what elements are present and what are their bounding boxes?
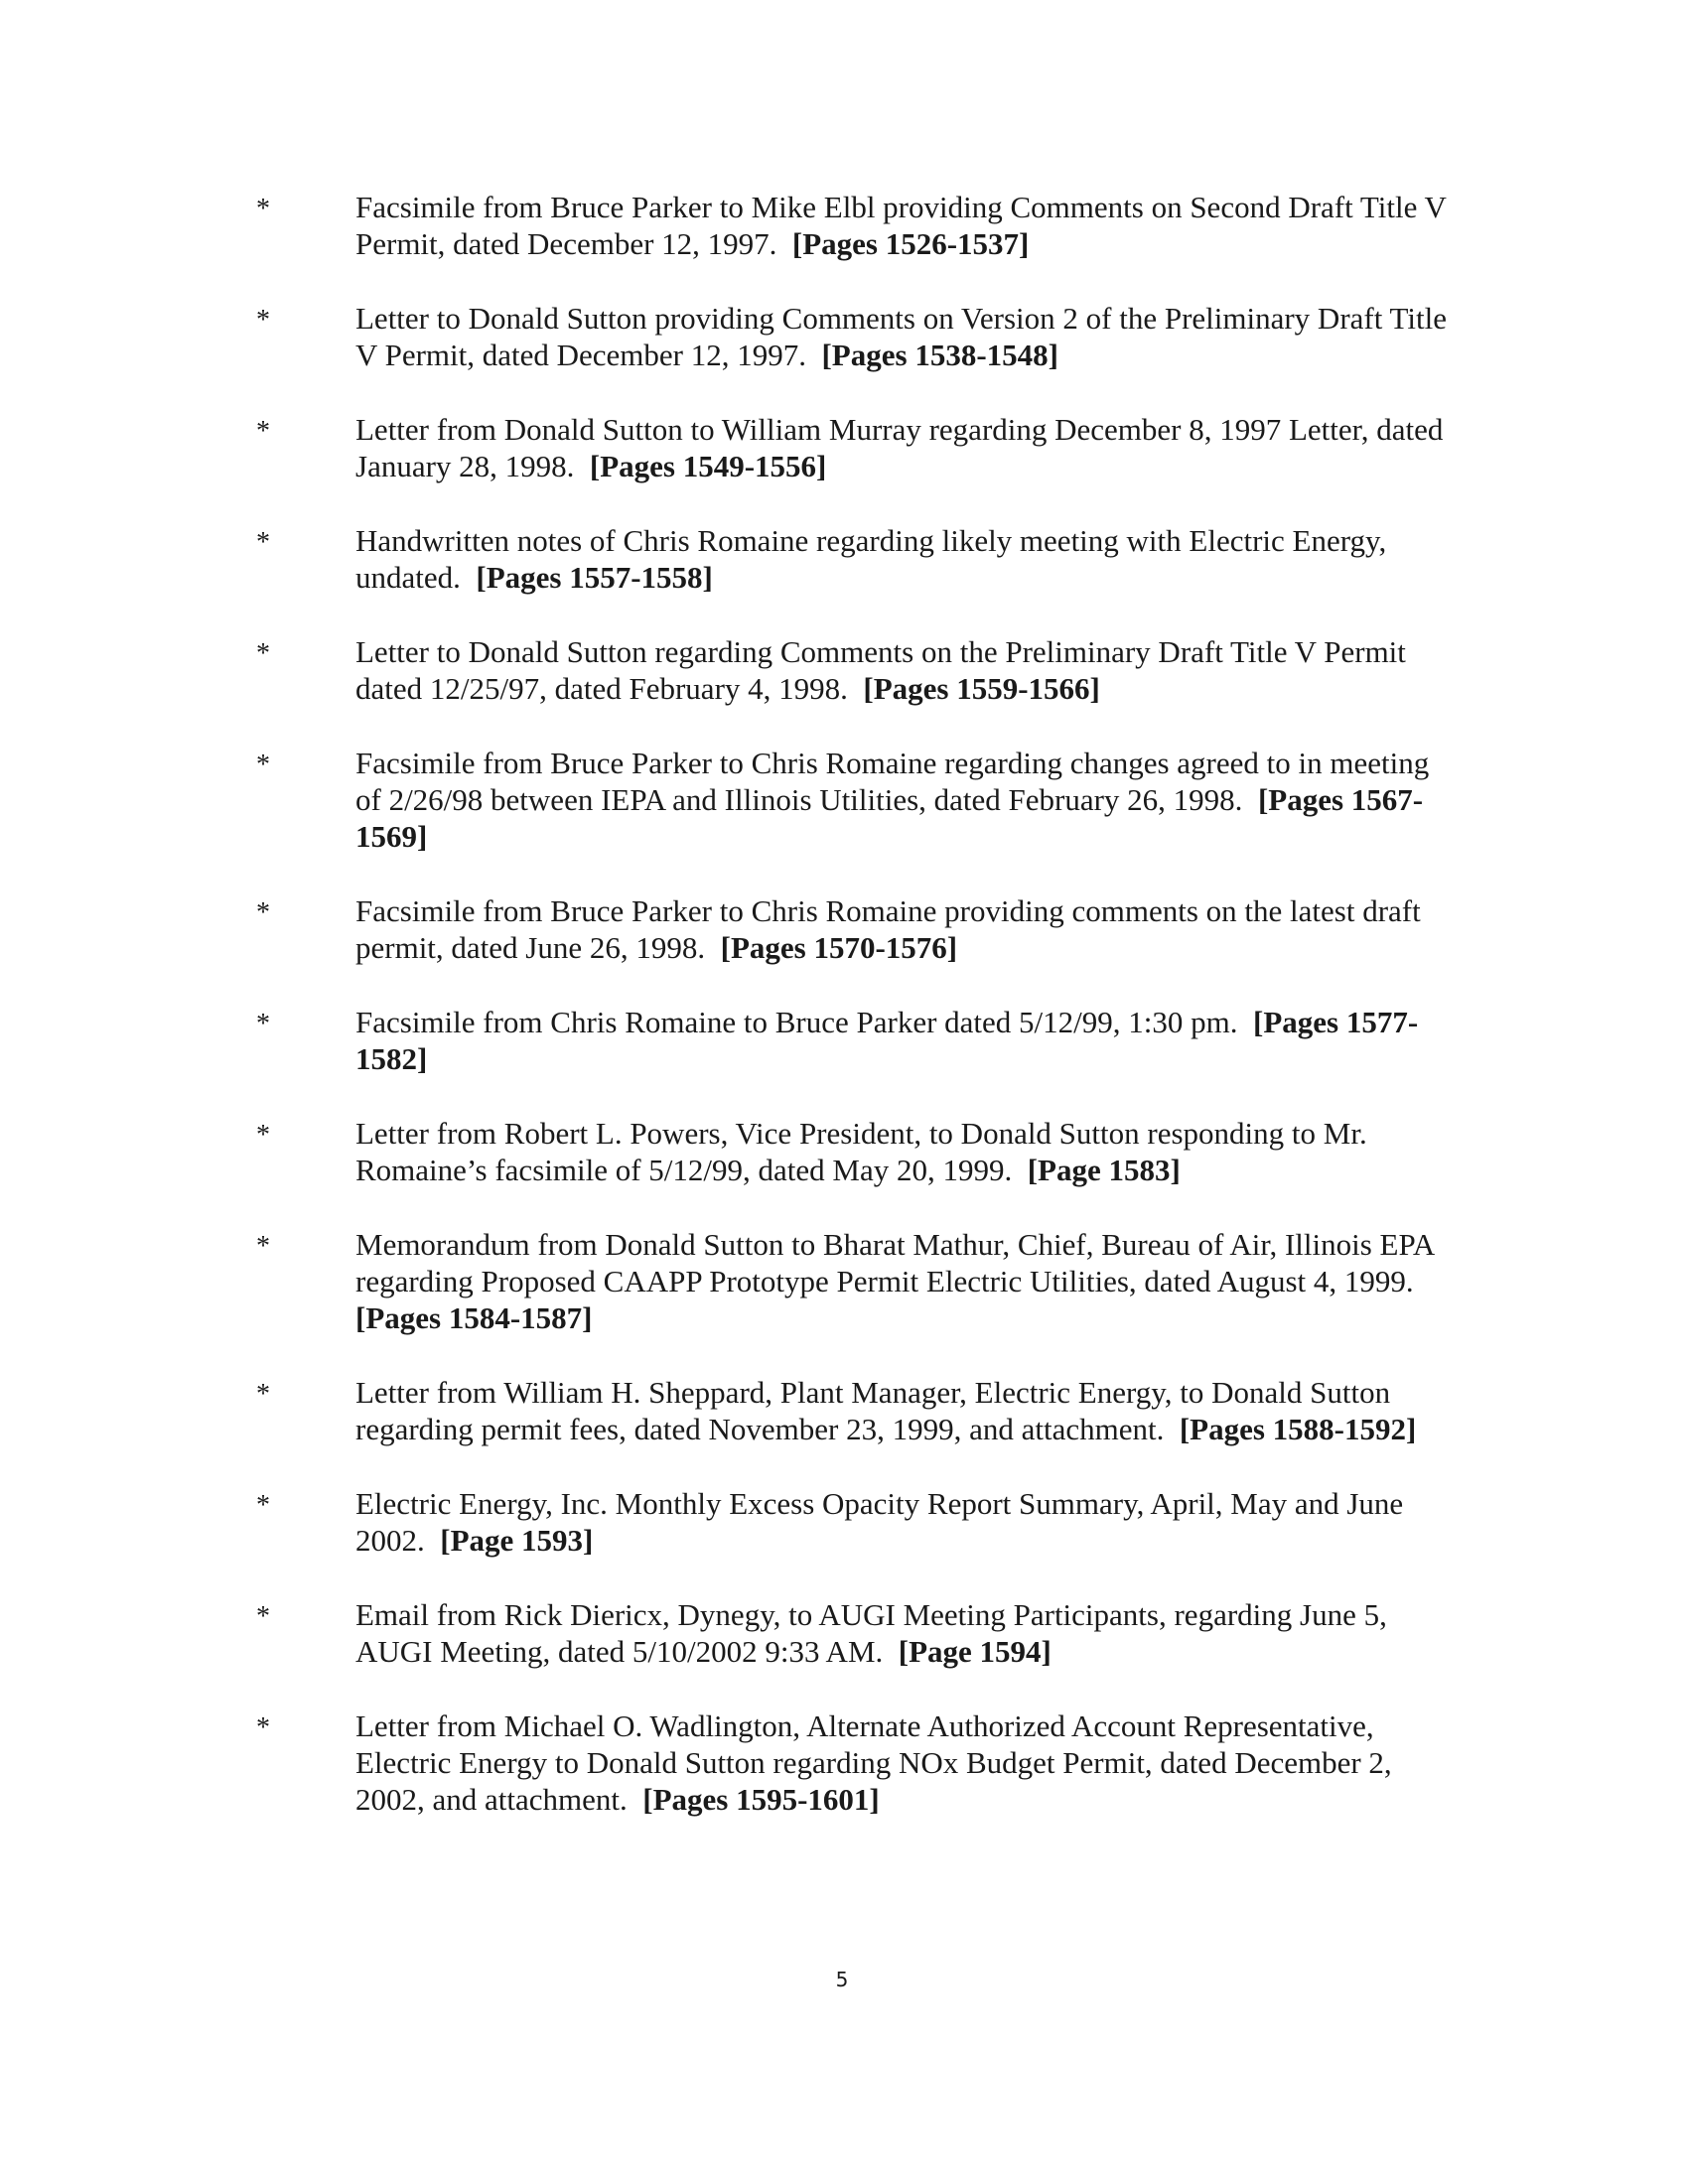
entry-bullet: * [256,1009,270,1039]
entry-bullet: * [256,1601,270,1632]
entry-bullet: * [256,638,270,669]
record-entry [256,300,1448,373]
record-entry [256,1485,1448,1559]
entry-page-reference: [Pages 1538-1548] [821,338,1058,372]
entry-bullet: * [256,1120,270,1151]
entry-description: Facsimile from Bruce Parker to Chris Romaine regarding changes agreed to in meeting of 2/26/98 between IEPA and Illinois Utilities, dated February 26, 1998. [355,746,1430,817]
entry-bullet: * [256,750,270,780]
entry-page-reference: [Pages 1595-1601] [642,1782,880,1817]
entry-description: Facsimile from Chris Romaine to Bruce Parker dated 5/12/99, 1:30 pm. [355,1005,1238,1039]
entry-description: Electric Energy, Inc. Monthly Excess Opacity Report Summary, April, May and June 2002. [355,1486,1404,1558]
entry-description: Memorandum from Donald Sutton to Bharat Mathur, Chief, Bureau of Air, Illinois EPA regarding Proposed CAAPP Prototype Permit Electric Utilities, dated August 4, 1999. [355,1227,1434,1298]
entry-description: Letter to Donald Sutton regarding Comments on the Preliminary Draft Title V Permit dated 12/25/97, dated February 4, 1998. [355,634,1406,706]
entry-bullet: * [256,194,270,224]
entry-description: Facsimile from Bruce Parker to Mike Elbl providing Comments on Second Draft Title V Permit, dated December 12, 1997. [355,190,1447,261]
entry-bullet: * [256,305,270,336]
entry-page-reference: [Pages 1559-1566] [863,671,1100,706]
entry-page-reference: [Pages 1557-1558] [476,560,713,595]
entry-page-reference: [Pages 1577-1582] [355,1005,1419,1076]
entry-description: Email from Rick Diericx, Dynegy, to AUGI Meeting Participants, regarding June 5, AUGI Meeting, dated 5/10/2002 9:33 AM. [355,1597,1387,1669]
entry-description: Handwritten notes of Chris Romaine regarding likely meeting with Electric Energy, undated. [355,523,1387,595]
record-entry [256,1004,1448,1077]
record-entry [256,1374,1448,1447]
record-entry [256,1115,1448,1188]
entry-page-reference: [Page 1583] [1027,1153,1181,1187]
entry-description: Letter from Donald Sutton to William Murray regarding December 8, 1997 Letter, dated January 28, 1998. [355,412,1444,483]
entry-bullet: * [256,416,270,447]
record-entry [256,745,1448,855]
entry-page-reference: [Page 1593] [440,1523,594,1558]
entry-bullet: * [256,897,270,928]
record-entry [256,411,1448,484]
entry-description: Letter to Donald Sutton providing Comments on Version 2 of the Preliminary Draft Title V Permit, dated December 12, 1997. [355,301,1447,372]
page-number: 5 [835,1968,849,1991]
record-entry [256,892,1448,966]
entry-page-reference: [Pages 1567-1569] [355,782,1424,854]
entry-bullet: * [256,527,270,558]
entry-bullet: * [256,1490,270,1521]
entry-page-reference: [Pages 1549-1556] [589,449,827,483]
entry-bullet: * [256,1712,270,1743]
entry-page-reference: [Pages 1570-1576] [720,930,958,965]
entry-description: Letter from William H. Sheppard, Plant Manager, Electric Energy, to Donald Sutton regarding permit fees, dated November 23, 1999, and attachment. [355,1375,1391,1446]
entry-page-reference: [Pages 1526-1537] [791,226,1030,261]
record-entry [256,1226,1448,1336]
entry-bullet: * [256,1379,270,1410]
entry-description: Facsimile from Bruce Parker to Chris Romaine providing comments on the latest draft permit, dated June 26, 1998. [355,893,1421,965]
record-entry [256,1596,1448,1670]
record-index-list [256,189,1448,1855]
entry-description: Letter from Michael O. Wadlington, Alternate Authorized Account Representative, Electric Energy to Donald Sutton regarding NOx Budget Permit, dated December 2, 2002, and attachment. [355,1708,1392,1817]
entry-description: Letter from Robert L. Powers, Vice President, to Donald Sutton responding to Mr. Romaine’s facsimile of 5/12/99, dated May 20, 1999. [355,1116,1367,1187]
record-entry [256,522,1448,596]
record-entry [256,189,1448,262]
entry-bullet: * [256,1231,270,1262]
entry-page-reference: [Pages 1584-1587] [355,1300,593,1335]
record-entry [256,1707,1448,1818]
entry-page-reference: [Pages 1588-1592] [1179,1412,1417,1446]
entry-page-reference: [Page 1594] [898,1634,1052,1669]
record-entry [256,633,1448,707]
